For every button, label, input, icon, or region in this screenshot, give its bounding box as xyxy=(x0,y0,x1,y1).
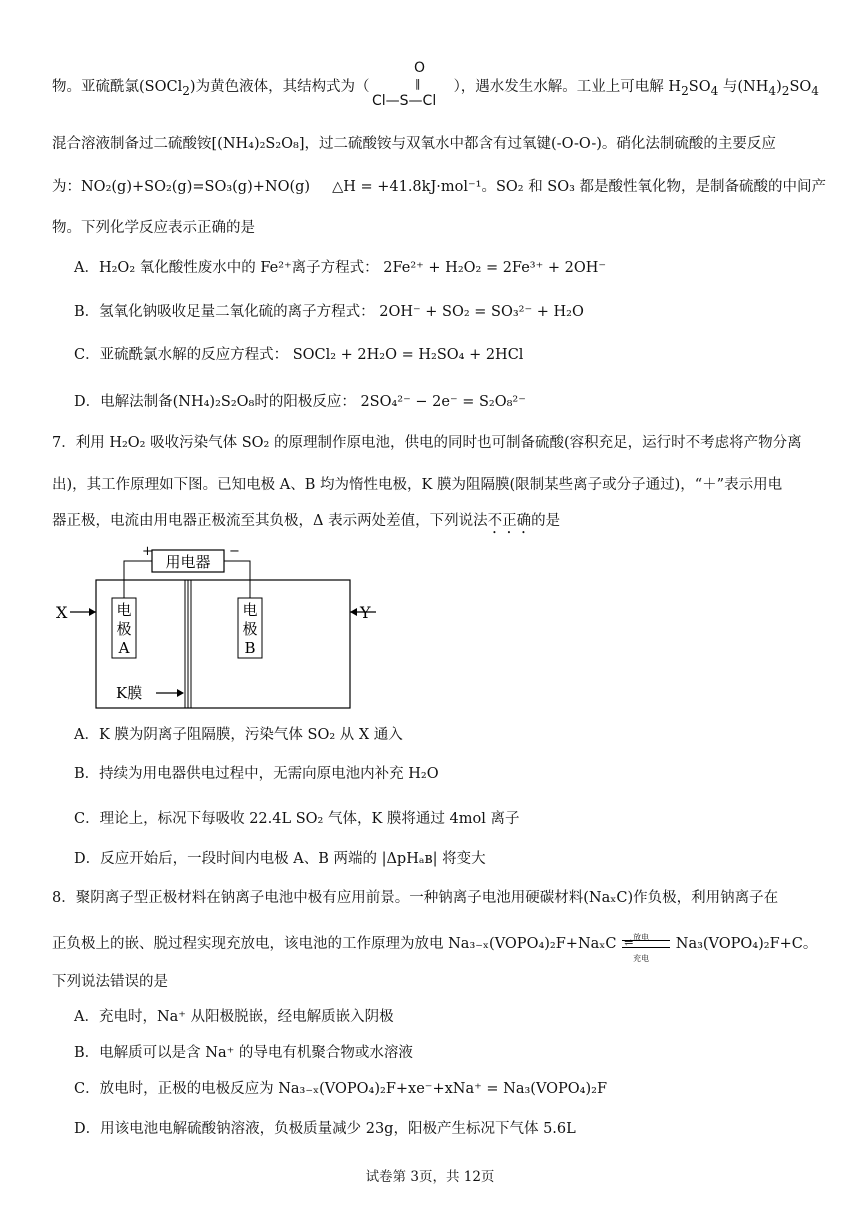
q8-line-3: 下列说法错误的是 xyxy=(52,974,168,990)
q7-option-a: A．K 膜为阴离子阻隔膜，污染气体 SO₂ 从 X 通入 xyxy=(74,727,403,743)
q8-option-a: A．充电时，Na⁺ 从阳极脱嵌，经电解质嵌入阴极 xyxy=(74,1009,394,1025)
q6-option-c: C．亚硫酰氯水解的反应方程式： SOCl₂ + 2H₂O = H₂SO₄ + 2HCl xyxy=(74,347,524,363)
inlet-x-arrowhead xyxy=(89,608,96,616)
q7-option-b: B．持续为用电器供电过程中，无需向原电池内补充 H₂O xyxy=(74,766,439,782)
struct-oxygen: O xyxy=(414,60,426,76)
q6-line-2: 混合溶液制备过二硫酸铵[(NH₄)₂S₂O₈]，过二硫酸铵与双氧水中都含有过氧键(-O-O-)。硝化法制硫酸的主要反应 xyxy=(52,136,776,152)
galvanic-cell-diagram xyxy=(52,540,382,720)
svg-text:B: B xyxy=(244,639,256,657)
q6-line-4: 物。下列化学反应表示正确的是 xyxy=(52,220,255,236)
q6-option-d: D．电解法制备(NH₄)₂S₂O₈时的阳极反应： 2SO₄²⁻ − 2e⁻ = S₂O₈²⁻ xyxy=(74,394,526,410)
q6-line-1: 物。亚硫酰氯(SOCl$_2$)为黄色液体，其结构式为（ ），遇水发生水解。工业上可电解 $H_2SO_4$ 与$(NH_4)_2SO_4$ xyxy=(52,79,819,98)
q8-option-c: C．放电时，正极的电极反应为 Na₃₋ₓ(VOPO₄)₂F+xe⁻+xNa⁺ = Na₃(VOPO₄)₂F xyxy=(74,1081,608,1097)
q8-line-2: 正负极上的嵌、脱过程实现充放电，该电池的工作原理为放电 Na₃₋ₓ(VOPO₄)₂F+NaₓC 放电 ⇌ 充电 Na₃(VOPO₄)₂F+C。 xyxy=(52,933,818,963)
q6-option-b: B．氢氧化钠吸收足量二氧化硫的离子方程式： 2OH⁻ + SO₂ = SO₃²⁻ + H₂O xyxy=(74,304,584,320)
q7-line-3: 器正极，电流由用电器正极流至其负极，Δ 表示两处差值，下列说法不正确的是 xyxy=(52,513,561,529)
svg-text:电: 电 xyxy=(116,601,132,619)
membrane-label: K膜 xyxy=(116,684,143,702)
q8-option-d: D．用该电池电解硫酸钠溶液，负极质量减少 23g，阳极产生标况下气体 5.6L xyxy=(74,1121,576,1137)
device-label: 用电器 xyxy=(165,553,211,571)
svg-text:极: 极 xyxy=(116,620,132,638)
struct-chain: Cl—S—Cl xyxy=(372,93,437,109)
struct-double-bond: ‖ xyxy=(415,77,421,90)
q7-line-1: 7．利用 H₂O₂ 吸收污染气体 SO₂ 的原理制作原电池，供电的同时也可制备硫酸(容积充足，运行时不考虑将产物分离 xyxy=(52,435,802,451)
plus-sign: + xyxy=(142,544,153,559)
page-footer: 试卷第 3页，共 12页 xyxy=(365,1169,495,1185)
inlet-y-label: Y xyxy=(360,603,371,622)
svg-text:极: 极 xyxy=(242,620,258,638)
inlet-y-arrowhead xyxy=(350,608,357,616)
q6-line-3: 为：NO₂(g)+SO₂(g)=SO₃(g)+NO(g) △H = +41.8kJ·mol⁻¹。SO₂ 和 SO₃ 都是酸性氧化物，是制备硫酸的中间产 xyxy=(52,179,827,195)
q7-option-d: D．反应开始后，一段时间内电极 A、B 两端的 |ΔpHₐʙ| 将变大 xyxy=(74,851,486,867)
inlet-x-label: X xyxy=(56,603,68,622)
q6-option-a: A．H₂O₂ 氧化酸性废水中的 Fe²⁺离子方程式： 2Fe²⁺ + H₂O₂ = 2Fe³⁺ + 2OH⁻ xyxy=(74,260,607,276)
svg-text:A: A xyxy=(118,639,130,657)
q8-line-1: 8．聚阴离子型正极材料在钠离子电池中极有应用前景。一种钠离子电池用硬碳材料(NaₓC)作负极，利用钠离子在 xyxy=(52,890,779,906)
q8-option-b: B．电解质可以是含 Na⁺ 的导电有机聚合物或水溶液 xyxy=(74,1045,413,1061)
socl2-structure-formula xyxy=(370,60,466,116)
q7-line-2: 出)，其工作原理如下图。已知电极 A、B 均为惰性电极，K 膜为阻隔膜(限制某些离子或分子通过)，“＋”表示用电 xyxy=(52,477,783,493)
svg-text:电: 电 xyxy=(242,601,258,619)
minus-sign: − xyxy=(229,544,240,559)
membrane-pointer-head xyxy=(177,689,184,697)
reversible-arrow: 放电 ⇌ 充电 xyxy=(621,933,671,955)
emphasis-not-correct: 不正确 xyxy=(487,513,532,529)
q7-option-c: C．理论上，标况下每吸收 22.4L SO₂ 气体，K 膜将通过 4mol 离子 xyxy=(74,811,520,827)
